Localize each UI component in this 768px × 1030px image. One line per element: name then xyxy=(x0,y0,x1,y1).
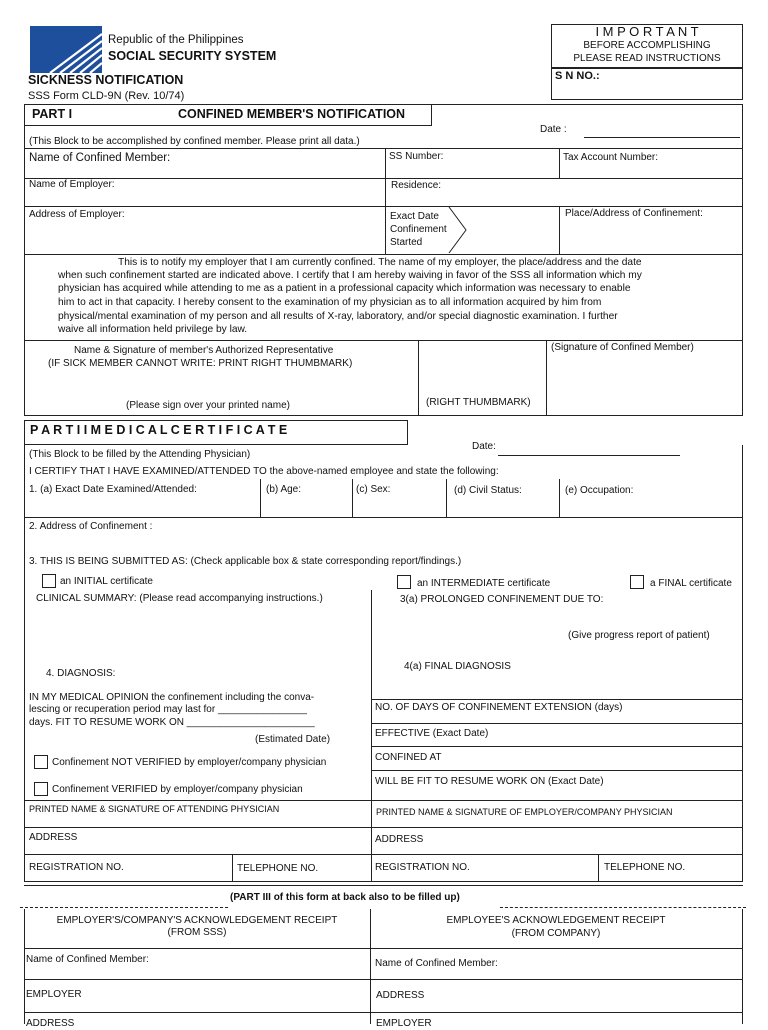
initial-checkbox[interactable] xyxy=(42,574,56,588)
sig-member-label: (Signature of Confined Member) xyxy=(551,342,694,353)
prolonged-label: 3(a) PROLONGED CONFINEMENT DUE TO: xyxy=(400,594,604,605)
sss-logo xyxy=(30,26,102,73)
intermediate-checkbox[interactable] xyxy=(397,575,411,589)
sn-label: S N NO.: xyxy=(555,70,600,82)
republic-text: Republic of the Philippines xyxy=(108,34,244,46)
opinion-line-2: lescing or recuperation period may last for ________________ xyxy=(29,704,307,715)
important-heading: I M P O R T A N T xyxy=(595,24,699,39)
certify-text: I CERTIFY THAT I HAVE EXAMINED/ATTENDED TO the above-named employee and state the following: xyxy=(29,466,499,477)
label-name-member: Name of Confined Member: xyxy=(29,152,171,164)
q3-label: 3. THIS IS BEING SUBMITTED AS: (Check applicable box & state corresponding report/findings.) xyxy=(29,556,462,567)
address-employer-phys-label: ADDRESS xyxy=(375,834,424,845)
important-line-1: BEFORE ACCOMPLISHING xyxy=(583,40,711,51)
label-exact-date-3: Started xyxy=(390,237,423,248)
reg-no-employer-label: REGISTRATION NO. xyxy=(375,862,470,873)
label-address-employer: Address of Employer: xyxy=(29,209,125,220)
notice-line-4: him to act in that capacity. I hereby consent to the examination of my physician as to all information acquired by him from xyxy=(58,297,602,308)
receipt-name-left-label: Name of Confined Member: xyxy=(26,954,149,965)
reg-no-attending-label: REGISTRATION NO. xyxy=(29,862,124,873)
confined-at-label: CONFINED AT xyxy=(375,752,442,763)
part1-title: CONFINED MEMBER'S NOTIFICATION xyxy=(178,107,406,121)
part2-date-line[interactable] xyxy=(498,455,680,456)
part2-date-label: Date: xyxy=(472,441,496,452)
q1b-label: (b) Age: xyxy=(266,484,302,495)
label-place-confinement: Place/Address of Confinement: xyxy=(565,208,703,219)
notice-line-6: waive all information held privilege by law. xyxy=(58,324,248,335)
employer-receipt-title: EMPLOYER'S/COMPANY'S ACKNOWLEDGEMENT RECEIPT xyxy=(56,915,338,926)
no-days-label: NO. OF DAYS OF CONFINEMENT EXTENSION (days) xyxy=(375,702,623,713)
rep-label: Name & Signature of member's Authorized Representative xyxy=(74,345,334,356)
part1-date-line[interactable] xyxy=(584,137,740,138)
intermediate-label: an INTERMEDIATE certificate xyxy=(417,578,551,589)
sign-over-label: (Please sign over your printed name) xyxy=(126,400,290,411)
q1a-label: 1. (a) Exact Date Examined/Attended: xyxy=(29,484,197,495)
right-thumbmark-label: (RIGHT THUMBMARK) xyxy=(426,397,531,408)
important-line-2: PLEASE READ INSTRUCTIONS xyxy=(573,53,721,64)
part1-label: PART I xyxy=(32,107,73,121)
rep-note: (IF SICK MEMBER CANNOT WRITE: PRINT RIGHT THUMBMARK) xyxy=(48,358,353,369)
employee-receipt-title: EMPLOYEE'S ACKNOWLEDGEMENT RECEIPT xyxy=(446,915,666,926)
agency-name: SOCIAL SECURITY SYSTEM xyxy=(108,49,277,63)
part2-title: P A R T I I M E D I C A L C E R T I F I C A T E xyxy=(30,423,288,437)
part1-date-label: Date : xyxy=(540,124,567,135)
receipt-name-right-label: Name of Confined Member: xyxy=(375,958,498,969)
notice-line-3: physician has acquired while attending to me as a patient in a professional capacity which information was necessary to enable xyxy=(58,283,631,294)
part3-note: (PART III of this form at back also to be filled up) xyxy=(230,892,460,903)
label-tax-account: Tax Account Number: xyxy=(563,152,659,163)
final-checkbox[interactable] xyxy=(630,575,644,589)
tel-no-attending-label: TELEPHONE NO. xyxy=(237,863,319,874)
arrow-indicator xyxy=(448,207,470,253)
form-code: SSS Form CLD-9N (Rev. 10/74) xyxy=(28,90,185,102)
verified-checkbox[interactable] xyxy=(34,782,48,796)
label-name-employer: Name of Employer: xyxy=(29,179,115,190)
clinical-summary-label: CLINICAL SUMMARY: (Please read accompanying instructions.) xyxy=(36,593,323,604)
verified-label: Confinement VERIFIED by employer/company physician xyxy=(52,784,303,795)
receipt-address-left-label: ADDRESS xyxy=(26,1018,75,1029)
final-diagnosis-label: 4(a) FINAL DIAGNOSIS xyxy=(404,661,511,672)
opinion-line-1: IN MY MEDICAL OPINION the confinement including the conva- xyxy=(29,692,315,703)
notice-line-1: This is to notify my employer that I am currently confined. The name of my employer, the place/address and the date xyxy=(118,257,642,268)
label-ss-number: SS Number: xyxy=(389,151,444,162)
diagnosis-label: 4. DIAGNOSIS: xyxy=(46,668,116,679)
fit-resume-label: WILL BE FIT TO RESUME WORK ON (Exact Date) xyxy=(375,776,604,787)
cut-line-right xyxy=(500,907,746,908)
q1d-label: (d) Civil Status: xyxy=(454,485,522,496)
opinion-line-3: days. FIT TO RESUME WORK ON _______________________ xyxy=(29,717,315,728)
printed-employer-label: PRINTED NAME & SIGNATURE OF EMPLOYER/COMPANY PHYSICIAN xyxy=(376,807,673,817)
final-label: a FINAL certificate xyxy=(650,578,732,589)
employee-receipt-subtitle: (FROM COMPANY) xyxy=(511,928,601,939)
form-title: SICKNESS NOTIFICATION xyxy=(28,73,184,87)
initial-label: an INITIAL certificate xyxy=(60,576,153,587)
progress-label: (Give progress report of patient) xyxy=(568,630,710,641)
not-verified-checkbox[interactable] xyxy=(34,755,48,769)
part2-instruction: (This Block to be filled by the Attending Physician) xyxy=(29,449,251,460)
estimated-date-label: (Estimated Date) xyxy=(255,734,331,745)
label-exact-date-1: Exact Date xyxy=(390,211,439,222)
cut-line-left xyxy=(20,907,228,908)
q2-label: 2. Address of Confinement : xyxy=(29,521,153,532)
address-attending-label: ADDRESS xyxy=(29,832,78,843)
effective-label: EFFECTIVE (Exact Date) xyxy=(375,728,489,739)
label-residence: Residence: xyxy=(391,180,442,191)
part1-instruction: (This Block to be accomplished by confined member. Please print all data.) xyxy=(29,136,360,147)
receipt-employer-right-label: EMPLOYER xyxy=(376,1018,432,1029)
printed-attending-label: PRINTED NAME & SIGNATURE OF ATTENDING PHYSICIAN xyxy=(29,804,280,814)
q1c-label: (c) Sex: xyxy=(356,484,391,495)
receipt-employer-left-label: EMPLOYER xyxy=(26,989,82,1000)
employer-receipt-subtitle: (FROM SSS) xyxy=(167,927,227,938)
not-verified-label: Confinement NOT VERIFIED by employer/company physician xyxy=(52,757,327,768)
label-exact-date-2: Confinement xyxy=(390,224,447,235)
notice-line-2: when such confinement started are indicated above. I certify that I am hereby waiving in favor of the SSS all information which my xyxy=(58,270,642,281)
notice-line-5: physical/mental examination of my person and all results of X-ray, laboratory, and/or special diagnostic examination. I further xyxy=(58,311,618,322)
q1e-label: (e) Occupation: xyxy=(565,485,634,496)
receipt-address-right-label: ADDRESS xyxy=(376,990,425,1001)
tel-no-employer-label: TELEPHONE NO. xyxy=(604,862,686,873)
